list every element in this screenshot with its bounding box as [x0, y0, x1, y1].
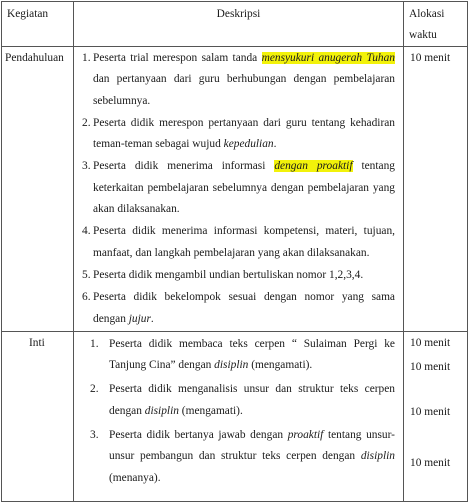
step-text-fragment: . [273, 138, 277, 151]
step-text-fragment: Peserta didik menerima informasi kompetensi, materi, tujuan, manfaat, dan langkah pembelajaran yang akan dilaksanakan. [93, 225, 395, 259]
time-allocation-cell [404, 331, 468, 501]
step-text [109, 334, 395, 377]
step-text-fragment: Peserta didik membaca teks cerpen “ Sulaiman Pergi ke Tanjung Cina” dengan [109, 337, 395, 372]
list-item [82, 265, 395, 286]
step-text-fragment: (mengamati). [248, 359, 313, 372]
list-item [90, 334, 395, 377]
step-text-fragment: Peserta didik bertanya jawab dengan [109, 429, 288, 442]
time-allocation: 10 menit [410, 456, 451, 469]
highlighted-phrase: mensyukuri anugerah Tuhan [261, 52, 395, 64]
step-text-fragment: Peserta didik mengambil undian bertuliskan nomor 1,2,3,4. [93, 268, 364, 281]
step-number: 2. [82, 116, 91, 129]
time-allocation-cell [404, 47, 468, 332]
step-list [74, 47, 403, 330]
step-text-fragment: dan pertanyaan dari guru berhubungan dengan pembelajaran sebelumnya. [93, 73, 395, 107]
step-text [93, 156, 395, 220]
list-item [82, 221, 395, 264]
header-waktu-label: waktu [409, 29, 437, 41]
step-number: 1. [82, 52, 91, 64]
description-cell [74, 331, 404, 501]
header-alokasi-waktu [404, 2, 468, 47]
table-header-row [2, 2, 468, 47]
emphasized-phrase: disiplin [144, 404, 179, 417]
step-text-fragment: tentang unsur-unsur pembangun dan struktur teks cerpen dengan [109, 429, 395, 463]
highlighted-phrase: dengan proaktif [274, 160, 353, 173]
step-text-fragment: (menanya). [109, 471, 161, 484]
activity-name: Inti [29, 336, 45, 349]
step-number: 2. [90, 383, 99, 396]
time-allocation: 10 menit [410, 52, 451, 64]
step-text-fragment: Peserta didik menganalisis unsur dan struktur teks cerpen dengan [109, 383, 395, 417]
step-text-fragment: Peserta didik merespon pertanyaan dari guru tentang kehadiran teman-teman sebagai wujud [93, 116, 395, 151]
step-text-fragment: (mengamati). [178, 404, 243, 417]
list-item [90, 425, 395, 489]
emphasized-phrase: disiplin [360, 450, 395, 463]
emphasized-phrase: jujur [128, 312, 151, 325]
step-text-fragment: Peserta didik bekelompok sesuai dengan nomor yang sama dengan [93, 291, 395, 325]
step-text [93, 287, 395, 330]
step-list [74, 332, 403, 489]
list-item [82, 287, 395, 330]
step-number: 3. [82, 160, 91, 173]
header-alokasi-label: Alokasi [409, 8, 445, 20]
step-text [109, 425, 395, 489]
emphasized-phrase: kepedulian [223, 138, 274, 151]
time-allocation: 10 menit [410, 360, 451, 373]
emphasized-phrase: disiplin [214, 359, 249, 372]
header-deskripsi [74, 2, 404, 47]
header-kegiatan [2, 2, 74, 47]
step-text-fragment: Peserta didik menerima informasi [93, 160, 275, 173]
lesson-activity-table [1, 1, 468, 502]
step-number: 6. [82, 291, 91, 304]
list-item [82, 113, 395, 156]
header-kegiatan-label: Kegiatan [7, 8, 49, 20]
description-cell [74, 47, 404, 332]
step-text [93, 48, 395, 112]
list-item [90, 379, 395, 422]
step-text-fragment: . [150, 312, 154, 325]
step-number: 3. [90, 429, 99, 442]
activity-name-cell [2, 331, 74, 501]
step-number: 4. [82, 225, 91, 238]
step-text [93, 113, 395, 156]
step-text-fragment: Peserta trial merespon salam tanda [93, 52, 262, 64]
activity-name-cell [2, 47, 74, 332]
activity-name: Pendahuluan [5, 52, 64, 64]
list-item [82, 48, 395, 112]
step-number: 5. [82, 268, 91, 281]
step-text [93, 221, 395, 264]
header-deskripsi-label: Deskripsi [216, 8, 261, 20]
step-number: 1. [90, 337, 99, 350]
emphasized-phrase: proaktif [287, 429, 324, 442]
time-allocation: 10 menit [410, 405, 451, 418]
table-row-inti [2, 331, 468, 501]
step-text [93, 265, 395, 286]
step-text-fragment: tentang keterkaitan pembelajaran sebelumnya dengan pembelajaran yang akan dilaksanakan. [93, 160, 395, 216]
step-text [109, 379, 395, 422]
time-allocation: 10 menit [410, 336, 451, 349]
list-item [82, 156, 395, 220]
table-row-pendahuluan [2, 47, 468, 332]
